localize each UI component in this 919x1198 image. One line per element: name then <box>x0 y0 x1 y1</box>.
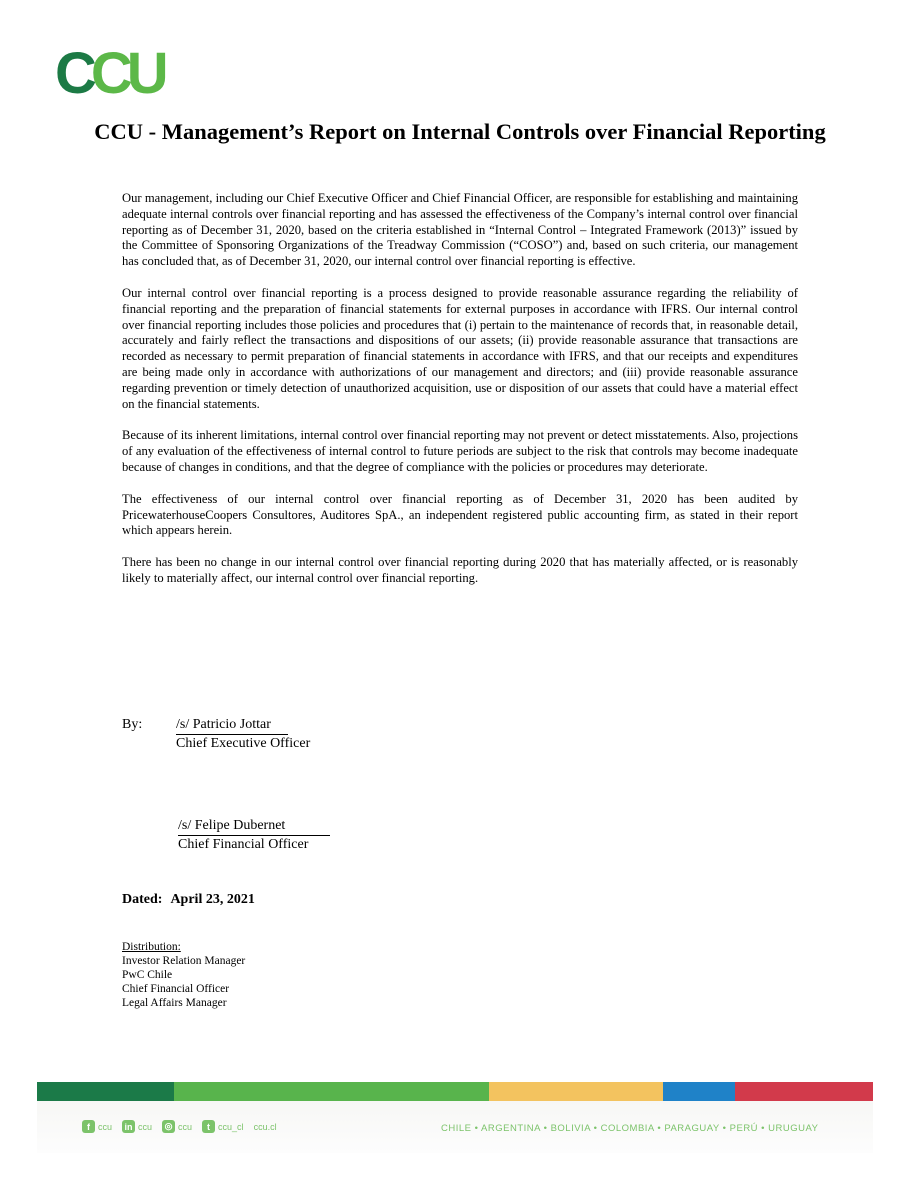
paragraph: Our management, including our Chief Executive Officer and Chief Financial Officer, are responsible for establishing and maintaining adequate internal controls over financial reporting and has assessed the effectiveness of the Company’s internal control over financial reporting as of December 31, 2020, based on the criteria established in “Internal Control – Integrated Framework (2013)” issued by the Committee of Sponsoring Organizations of the Treadway Commission (“COSO”) and, based on such criteria, our management has concluded that, as of December 31, 2020, our internal control over financial reporting is effective. <box>122 191 798 269</box>
instagram-icon: ◎ <box>162 1120 175 1133</box>
footer-color-bar <box>37 1082 873 1101</box>
cfo-title: Chief Financial Officer <box>178 837 309 852</box>
footer-bar-segment <box>489 1082 663 1101</box>
dated-line <box>122 892 255 908</box>
paragraph: The effectiveness of our internal control over financial reporting as of December 31, 2020 has been audited by PricewaterhouseCoopers Consultores, Auditores SpA., an independent registered public accounting firm, as stated in their report which appears herein. <box>122 491 798 538</box>
social-facebook[interactable] <box>82 1120 112 1133</box>
paragraph: Our internal control over financial reporting is a process designed to provide reasonable assurance regarding the reliability of financial reporting and the preparation of financial statements for external purposes in accordance with IFRS. Our internal control over financial reporting includes those policies and procedures that (i) pertain to the maintenance of records that, in reasonable detail, accurately and fairly reflect the transactions and dispositions of our assets; (ii) provide reasonable assurance that transactions are recorded as necessary to permit preparation of financial statements in accordance with IFRS, and that our receipts and expenditures are being made only in accordance with authorizations of our management and directors; and (iii) provide reasonable assurance regarding prevention or timely detection of unauthorized acquisition, use or disposition of our assets that could have a material effect on the financial statements. <box>122 285 798 411</box>
social-label: ccu <box>178 1121 193 1132</box>
by-label: By: <box>122 717 143 732</box>
linkedin-icon: in <box>122 1120 135 1133</box>
distribution-item: Investor Relation Manager <box>122 955 246 967</box>
distribution-item: PwC Chile <box>122 969 173 981</box>
facebook-icon: f <box>82 1120 95 1133</box>
paragraph: Because of its inherent limitations, internal control over financial reporting may not prevent or detect misstatements. Also, projections of any evaluation of the effectiveness of internal control to future periods are subject to the risk that controls may become inadequate because of changes in conditions, and that the degree of compliance with the policies or procedures may deteriorate. <box>122 428 798 474</box>
social-label: ccu <box>98 1121 113 1132</box>
cfo-signature: /s/ Felipe Dubernet <box>178 817 330 836</box>
distribution-item: Chief Financial Officer <box>122 983 230 995</box>
document-title: CCU - Management’s Report on Internal Controls over Financial Reporting <box>94 119 826 144</box>
dated-value: April 23, 2021 <box>170 892 255 907</box>
twitter-icon: t <box>202 1120 215 1133</box>
social-links <box>82 1120 277 1133</box>
social-instagram[interactable] <box>162 1120 192 1133</box>
dated-label: Dated: <box>122 892 163 907</box>
ccu-logo <box>55 46 185 98</box>
distribution-heading: Distribution: <box>122 941 181 953</box>
ceo-signature: /s/ Patricio Jottar <box>176 716 288 735</box>
distribution-list <box>122 940 245 1010</box>
logo-text: CCU <box>55 46 163 98</box>
countries-list: CHILE • ARGENTINA • BOLIVIA • COLOMBIA • PARAGUAY • PERÚ • URUGUAY <box>441 1123 819 1134</box>
website-link[interactable]: ccu.cl <box>253 1121 277 1132</box>
report-body <box>122 191 798 603</box>
footer-bar-segment <box>174 1082 489 1101</box>
cfo-signature-block <box>178 817 330 854</box>
ceo-signature-block <box>176 716 310 753</box>
distribution-item: Legal Affairs Manager <box>122 997 227 1009</box>
paragraph: There has been no change in our internal control over financial reporting during 2020 that has materially affected, or is reasonably likely to materially affect, our internal control over financial reporting. <box>122 555 798 585</box>
social-twitter[interactable] <box>202 1120 244 1133</box>
ceo-title: Chief Executive Officer <box>176 736 311 751</box>
social-linkedin[interactable] <box>122 1120 152 1133</box>
footer-bar-segment <box>663 1082 735 1101</box>
footer-bar-segment <box>37 1082 174 1101</box>
social-label: ccu_cl <box>218 1121 244 1132</box>
social-label: ccu <box>138 1121 153 1132</box>
footer-bar-segment <box>735 1082 873 1101</box>
